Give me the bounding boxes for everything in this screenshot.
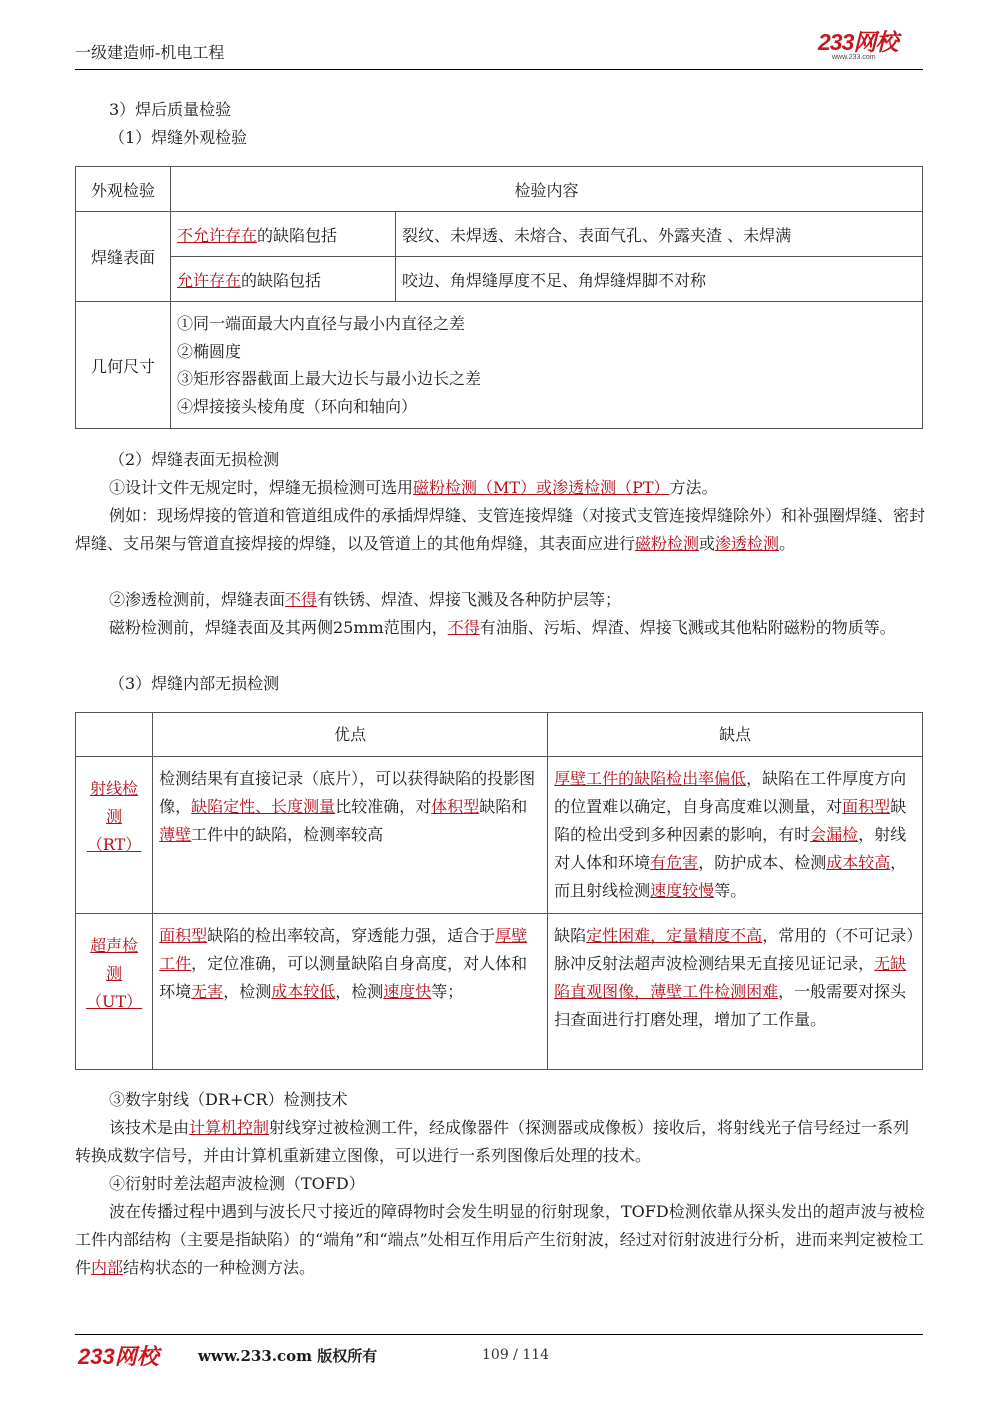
table1-geometry-items: [171, 302, 923, 429]
subsection-title-2: （2）焊缝表面无损检测: [109, 450, 280, 469]
geometry-item: ③矩形容器截面上最大边长与最小边长之差: [177, 369, 482, 388]
rt-label: 射线检测（RT）: [76, 757, 153, 914]
geometry-item: ④焊接接头棱角度（环向和轴向）: [177, 396, 418, 416]
header-divider: [75, 69, 923, 70]
table1-allowed-cell: [171, 257, 396, 302]
subsection-title-3: （3）焊缝内部无损检测: [109, 674, 280, 693]
paragraph-3: ②渗透检测前，焊缝表面不得有铁锈、焊渣、焊接飞溅及各种防护层等；: [109, 590, 622, 609]
paragraph-8: 波在传播过程中遇到与波长尺寸接近的障碍物时会发生明显的衍射现象，TOFD检测依靠从探头发出的超声波与被检工件内部结构（主要是指缺陷）的“端角”和“端点”处相互作用后产生衍射波，经过对衍射波进行分析，进而来判定被检工件内部结构状态的一种检测方法。: [75, 1202, 925, 1277]
paragraph-1: ①设计文件无规定时，焊缝无损检测可选用磁粉检测（MT）或渗透检测（PT）方法。: [109, 478, 718, 497]
section-title: 3）焊后质量检验: [109, 100, 232, 119]
table1-geometry-label: 几何尺寸: [76, 302, 171, 429]
internal-ndt-table: [75, 712, 923, 1070]
table1-notallowed-value: 裂纹、未焊透、未熔合、表面气孔、外露夹渣 、未焊满: [396, 212, 923, 257]
rt-disadvantages: 厚壁工件的缺陷检出率偏低，缺陷在工件厚度方向的位置难以确定，自身高度难以测量，对面积型缺陷的检出受到多种因素的影响，有时会漏检，射线对人体和环境有危害，防护成本、检测成本较高，而且射线检测速度较慢等。: [548, 757, 923, 914]
not-allowed-rest: 的缺陷包括: [257, 225, 338, 245]
table1-header-1: 外观检验: [76, 167, 171, 212]
geometry-item: ①同一端面最大内直径与最小内直径之差: [177, 314, 466, 333]
logo-main: 233网校: [818, 29, 898, 55]
table2-corner: [76, 713, 153, 757]
table1-allowed-value: 咬边、角焊缝厚度不足、角焊缝焊脚不对称: [396, 257, 923, 302]
footer-copyright: www.233.com 版权所有: [198, 1347, 378, 1365]
paragraph-5: ③数字射线（DR+CR）检测技术: [109, 1090, 348, 1109]
footer-divider: [75, 1334, 923, 1335]
table1-surface-label: 焊缝表面: [76, 212, 171, 302]
paragraph-6: 该技术是由计算机控制射线穿过被检测工件，经成像器件（探测器或成像板）接收后，将射线光子信号经过一系列转换成数字信号，并由计算机重新建立图像，可以进行一系列图像后处理的技术。: [75, 1118, 910, 1165]
allowed-key: 允许存在: [177, 270, 242, 290]
brand-logo: [818, 30, 923, 62]
paragraph-2: 例如：现场焊接的管道和管道组成件的承插焊焊缝、支管连接焊缝（对接式支管连接焊缝除外）和补强圈焊缝、密封焊缝、支吊架与管道直接焊接的焊缝，以及管道上的其他角焊缝，其表面应进行磁粉检测或渗透检测。: [75, 506, 926, 553]
table2-header-adv: 优点: [153, 713, 548, 757]
ut-label: 超声检测（UT）: [76, 914, 153, 1070]
geometry-item: ②椭圆度: [177, 341, 242, 361]
subsection-title-1: （1）焊缝外观检验: [109, 128, 248, 147]
table2-header-dis: 缺点: [548, 713, 923, 757]
logo-sub: www.233.com: [832, 54, 876, 61]
ut-advantages: 面积型缺陷的检出率较高，穿透能力强，适合于厚壁工件，定位准确，可以测量缺陷自身高度，对人体和环境无害，检测成本较低，检测速度快等；: [153, 914, 548, 1070]
not-allowed-key: 不允许存在: [177, 225, 258, 245]
table1-header-2: 检验内容: [171, 167, 923, 212]
paragraph-7: ④衍射时差法超声波检测（TOFD）: [109, 1174, 365, 1193]
footer-logo: 233网校: [78, 1344, 159, 1369]
rt-advantages: 检测结果有直接记录（底片），可以获得缺陷的投影图像，缺陷定性、长度测量比较准确，对体积型缺陷和薄壁工件中的缺陷，检测率较高: [153, 757, 548, 914]
page-number: 109 / 114: [482, 1347, 550, 1363]
allowed-rest: 的缺陷包括: [241, 270, 322, 290]
header-title: 一级建造师-机电工程: [75, 43, 225, 62]
ut-disadvantages: 缺陷定性困难，定量精度不高，常用的（不可记录）脉冲反射法超声波检测结果无直接见证记录，无缺陷直观图像，薄壁工件检测困难，一般需要对探头扫查面进行打磨处理，增加了工作量。: [548, 914, 923, 1070]
table1-notallowed-cell: [171, 212, 396, 257]
visual-inspection-table: [75, 166, 923, 429]
paragraph-4: 磁粉检测前，焊缝表面及其两侧25mm范围内，不得有油脂、污垢、焊渣、焊接飞溅或其他粘附磁粉的物质等。: [109, 618, 896, 637]
